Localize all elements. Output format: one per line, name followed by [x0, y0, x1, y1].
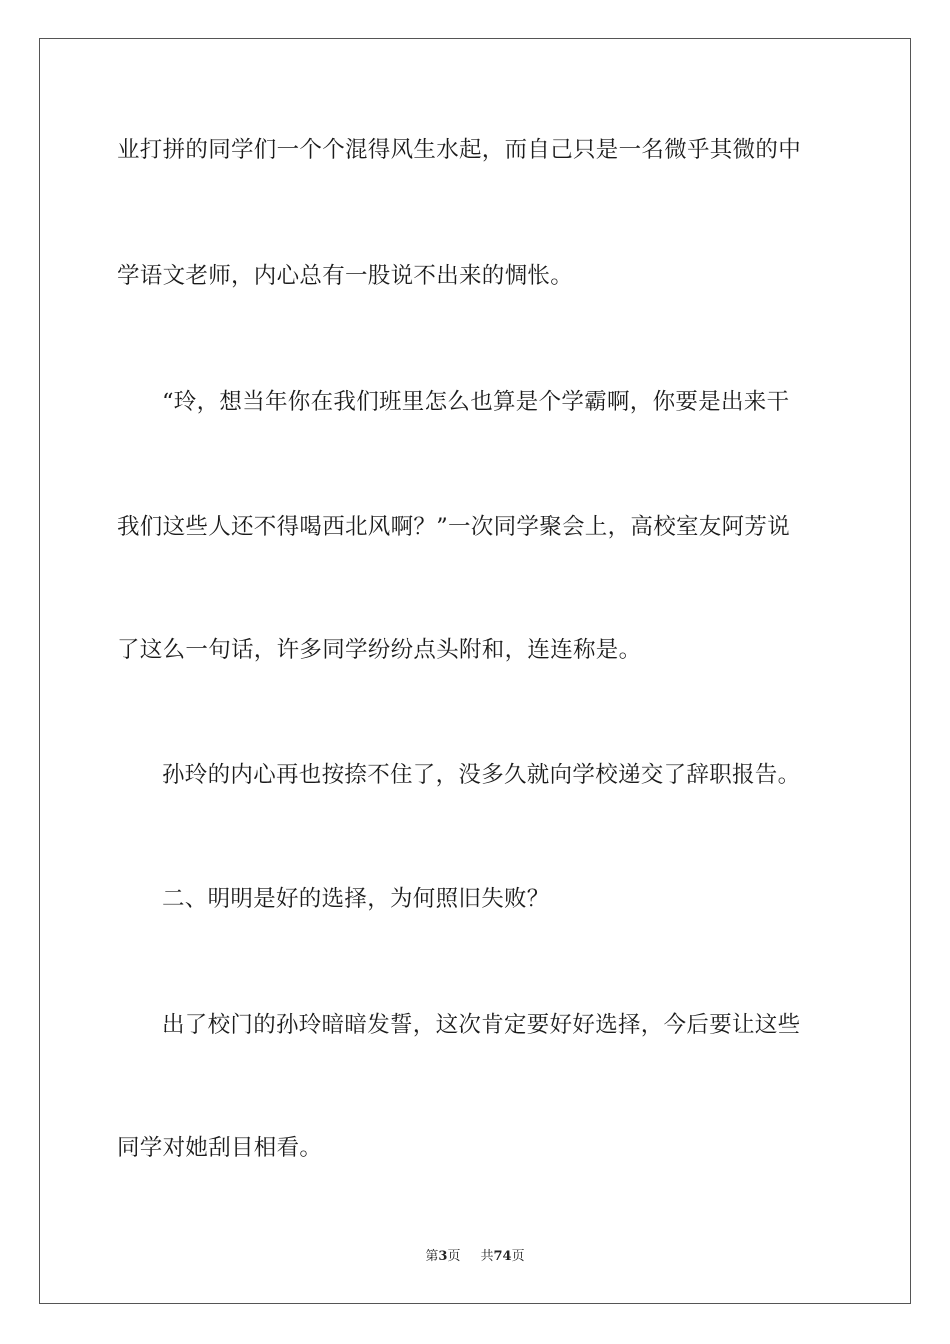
text-line: “玲，想当年你在我们班里怎么也算是个学霸啊，你要是出来干 [162, 389, 790, 415]
page-prefix: 第 [425, 1249, 439, 1264]
text-line: 孙玲的内心再也按捺不住了，没多久就向学校递交了辞职报告。 [162, 762, 801, 788]
text-line: 出了校门的孙玲暗暗发誓，这次肯定要好好选择，今后要让这些 [162, 1012, 801, 1038]
section-heading: 二、明明是好的选择，为何照旧失败？ [162, 886, 550, 912]
text-line: 学语文老师，内心总有一股说不出来的惆怅。 [117, 263, 574, 289]
total-suffix: 页 [511, 1249, 525, 1264]
page-suffix: 页 [447, 1249, 461, 1264]
page-footer [0, 1248, 950, 1266]
text-line: 业打拼的同学们一个个混得风生水起，而自己只是一名微乎其微的中 [117, 137, 802, 163]
text-line: 我们这些人还不得喝西北风啊？”一次同学聚会上，高校室友阿芳说 [117, 514, 791, 540]
page-number: 3 [438, 1249, 448, 1264]
total-pages: 74 [493, 1249, 512, 1264]
page-frame [39, 38, 911, 1304]
total-prefix: 共 [480, 1249, 494, 1264]
text-line: 同学对她刮目相看。 [117, 1135, 323, 1161]
text-line: 了这么一句话，许多同学纷纷点头附和，连连称是。 [117, 637, 642, 663]
